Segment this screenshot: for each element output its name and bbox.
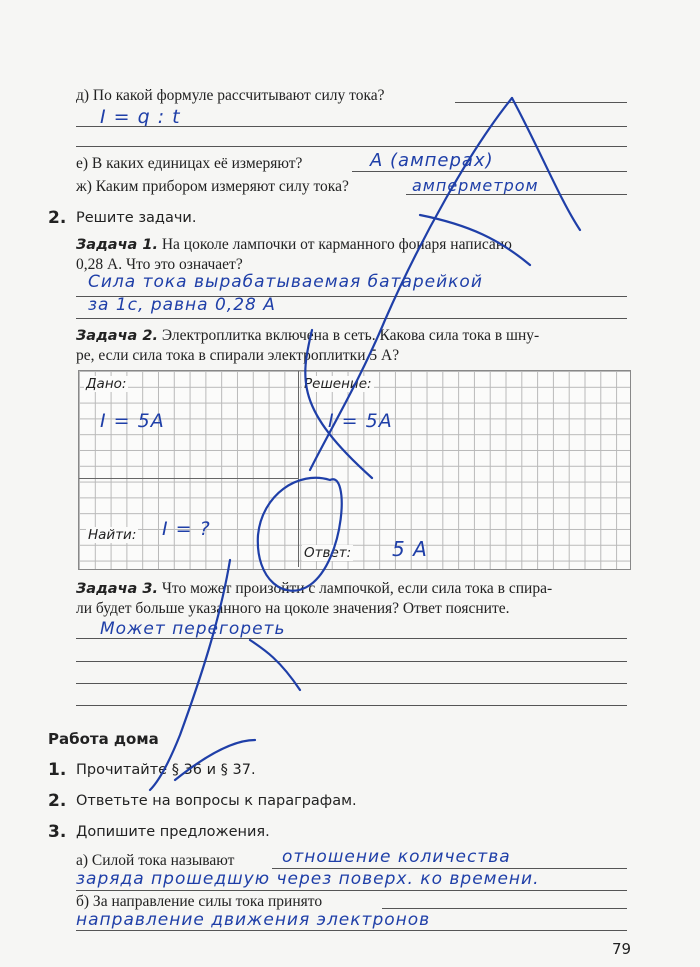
handwritten-answer-e: А (амперах) <box>370 150 494 171</box>
find-label: Найти: <box>88 527 137 543</box>
task2-label: Задача 2. <box>76 328 158 344</box>
task3-text-line1 <box>76 580 552 598</box>
solution-grid <box>78 370 631 570</box>
answer-line <box>382 908 627 909</box>
task2-text-line2: ре, если сила тока в спирали электроплитки 5 А? <box>76 347 400 364</box>
answer-line <box>406 194 627 195</box>
solution-label: Решение: <box>304 376 372 392</box>
homework-item: Прочитайте § 36 и § 37. <box>76 762 256 778</box>
question-e: е) В каких единицах её измеряют? <box>76 155 303 172</box>
homework-item-number: 1. <box>48 760 67 780</box>
answer-line <box>76 638 627 639</box>
handwritten-answer-task1-line2: за 1с, равна 0,28 А <box>88 295 276 315</box>
grid-divider <box>79 478 298 479</box>
question-d: д) По какой формуле рассчитывают силу тока? <box>76 87 385 104</box>
homework-item: Допишите предложения. <box>76 824 270 840</box>
task3-label: Задача 3. <box>76 581 158 597</box>
task3-text: Что может произойти с лампочкой, если сила тока в спира- <box>161 580 553 597</box>
task1-text-line2: 0,28 А. Что это означает? <box>76 256 243 273</box>
task1-text-line1 <box>76 236 512 254</box>
handwritten-answer-zh: амперметром <box>412 176 539 195</box>
answer-line <box>76 318 627 319</box>
answer-line <box>76 661 627 662</box>
answer-line <box>76 930 627 931</box>
handwritten-answer-d: I = q : t <box>100 106 181 128</box>
homework-item: Ответьте на вопросы к параграфам. <box>76 793 357 809</box>
homework-item-number: 3. <box>48 822 67 842</box>
answer-line <box>76 146 627 147</box>
answer-line <box>76 683 627 684</box>
task1-text: На цоколе лампочки от карманного фонаря написано <box>161 236 512 253</box>
handwritten-solution: I = 5А <box>328 410 393 432</box>
homework-item-number: 2. <box>48 791 67 811</box>
task1-label: Задача 1. <box>76 237 158 253</box>
task2-text: Электроплитка включена в сеть. Какова сила тока в шну- <box>161 327 540 344</box>
answer-line <box>455 102 627 103</box>
task-title: Решите задачи. <box>76 210 197 226</box>
answer-line <box>76 705 627 706</box>
handwritten-find: I = ? <box>162 518 211 540</box>
answer-line <box>76 126 627 127</box>
sentence-a-label: а) Силой тока называют <box>76 852 235 869</box>
handwritten-answer-a-line1: отношение количества <box>282 847 511 867</box>
handwritten-answer-b: направление движения электронов <box>76 910 431 930</box>
handwritten-given: I = 5А <box>100 410 165 432</box>
task2-text-line1 <box>76 327 539 345</box>
task-number: 2. <box>48 208 67 228</box>
sentence-b-label: б) За направление силы тока принято <box>76 893 323 910</box>
handwritten-answer-task2: 5 А <box>392 537 428 561</box>
handwritten-answer-task1-line1: Сила тока вырабатываемая батарейкой <box>88 272 483 292</box>
grid-divider <box>298 371 299 567</box>
page-number: 79 <box>612 940 632 958</box>
handwritten-answer-task3: Может перегореть <box>100 619 286 639</box>
given-label: Дано: <box>86 376 127 392</box>
handwritten-answer-a-line2: заряда прошедшую через поверх. ко времени. <box>76 869 540 889</box>
task3-text-line2: ли будет больше указанного на цоколе значения? Ответ поясните. <box>76 600 510 617</box>
answer-line <box>76 890 627 891</box>
question-zh: ж) Каким прибором измеряют силу тока? <box>76 178 349 195</box>
answer-label: Ответ: <box>304 545 352 561</box>
answer-line <box>352 171 627 172</box>
homework-title: Работа дома <box>48 730 159 748</box>
